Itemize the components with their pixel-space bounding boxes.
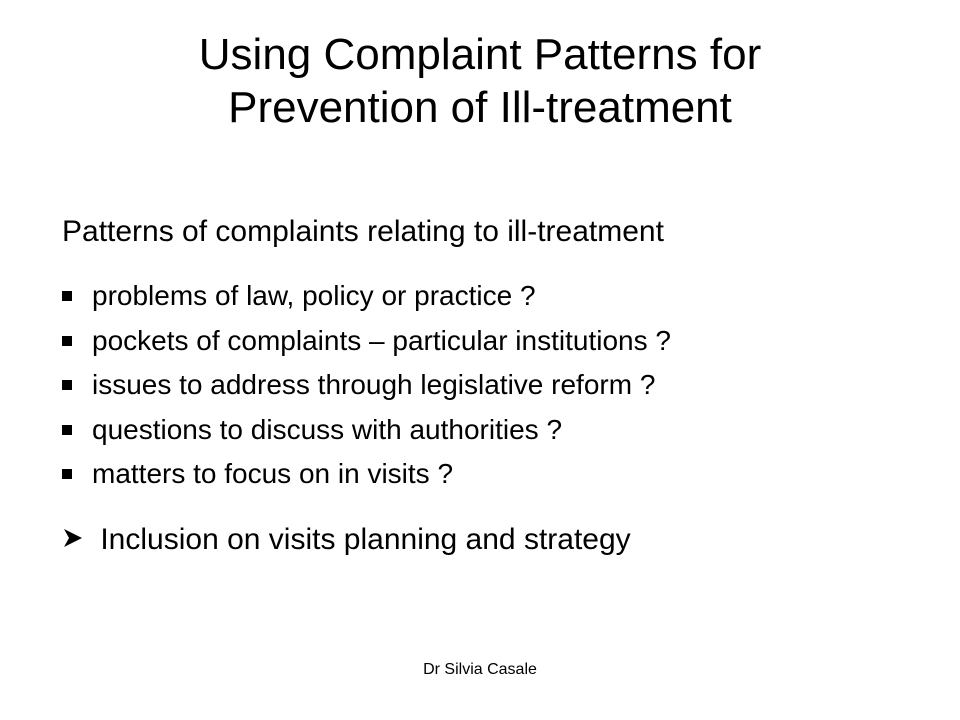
square-bullet-icon [62, 469, 72, 479]
conclusion-item [62, 517, 631, 563]
square-bullet-icon [62, 380, 72, 390]
bullet-item [62, 363, 671, 408]
square-bullet-icon [62, 425, 72, 435]
bullet-item [62, 452, 671, 497]
slide-subheading: Patterns of complaints relating to ill-treatment [62, 215, 664, 248]
bullet-text: problems of law, policy or practice ? [92, 280, 536, 311]
square-bullet-icon [62, 291, 72, 301]
slide-title-line-1: Using Complaint Patterns for [198, 30, 762, 79]
square-bullet-icon [62, 336, 72, 346]
bullet-text: issues to address through legislative reform ? [92, 369, 656, 400]
arrow-bullet-icon [62, 527, 92, 549]
bullet-text: matters to focus on in visits ? [92, 458, 454, 489]
bullet-text: pockets of complaints – particular institutions ? [92, 324, 671, 356]
conclusion-text: Inclusion on visits planning and strategy [100, 523, 631, 556]
bullet-item [62, 319, 671, 364]
slide-title [60, 28, 900, 134]
bullet-item [62, 408, 671, 453]
bullet-item [62, 274, 671, 319]
bullet-list [62, 274, 671, 497]
bullet-text: questions to discuss with authorities ? [92, 413, 563, 445]
slide-footer: Dr Silvia Casale [423, 661, 537, 678]
slide-title-line-2: Prevention of Ill-treatment [228, 83, 732, 132]
